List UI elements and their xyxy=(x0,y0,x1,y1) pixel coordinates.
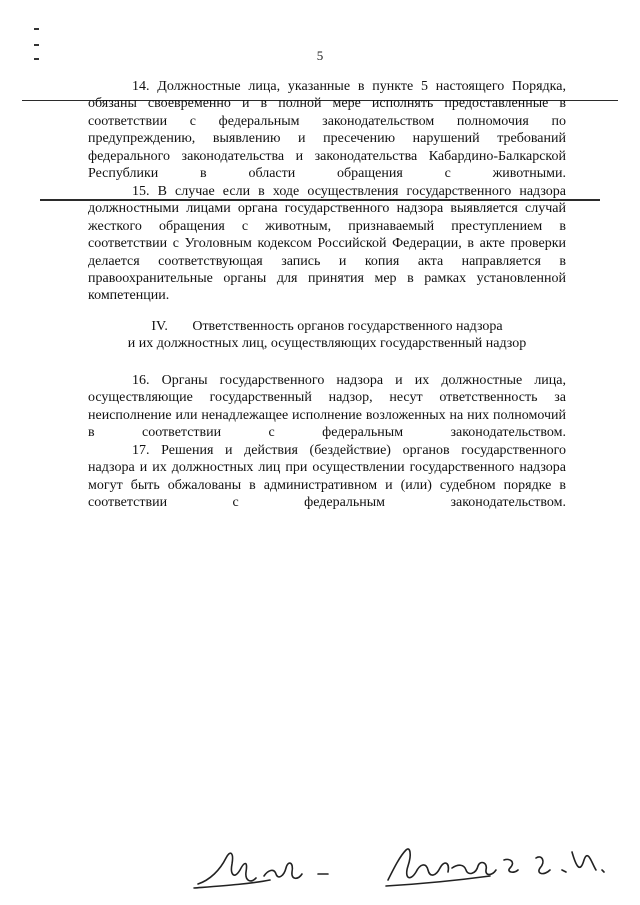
section-heading xyxy=(88,318,566,353)
paragraph-17 xyxy=(88,442,566,512)
paragraph-14 xyxy=(88,78,566,182)
paragraph-16 xyxy=(88,372,566,442)
handwritten-signatures xyxy=(190,840,610,900)
signature-drawing xyxy=(190,840,610,900)
paragraph-15-text: 15. В случае если в ходе осуществления государственного надзора должностными лицами органа государственного надзора выявляется случай жесткого обращения с животным, признаваемый преступлением в соответствии с Уголовным кодексом Российской Федерации, в акте проверки делается соответствующая запись и копия акта направляется в правоохранительные органы для принятия мер в рамках установленной компетенции. xyxy=(88,184,566,304)
paragraph-14-text: 14. Должностные лица, указанные в пункте 5 настоящего Порядка, обязаны своевременно и в полной мере исполнять предоставленные в соответствии с федеральным законодательством полномочия по предупреждению, выявлению и пресечению нарушений требований федерального законодательства и законодательства Кабардино-Балкарской Республики в области обращения с животными. xyxy=(88,79,566,182)
paragraph-15 xyxy=(88,183,566,305)
page-number: 5 xyxy=(316,48,324,63)
paragraph-16-text: 16. Органы государственного надзора и их должностные лица, осуществляющие государственный надзор, несут ответственность за неисполнение или ненадлежащее исполнение возложенных на них полномочий в соответствии с федеральным законодательством. xyxy=(88,373,566,441)
paragraph-17-text: 17. Решения и действия (бездействие) органов государственного надзора и их должностных лиц при осуществлении государственного надзора могут быть обжалованы в административном и (или) судебном порядке в соответствии с федеральным законодательством. xyxy=(88,443,566,511)
section-heading-line-2: и их должностных лиц, осуществляющих государственный надзор xyxy=(127,336,527,352)
section-heading-line-1: IV. Ответственность органов государственного надзора xyxy=(151,319,503,334)
